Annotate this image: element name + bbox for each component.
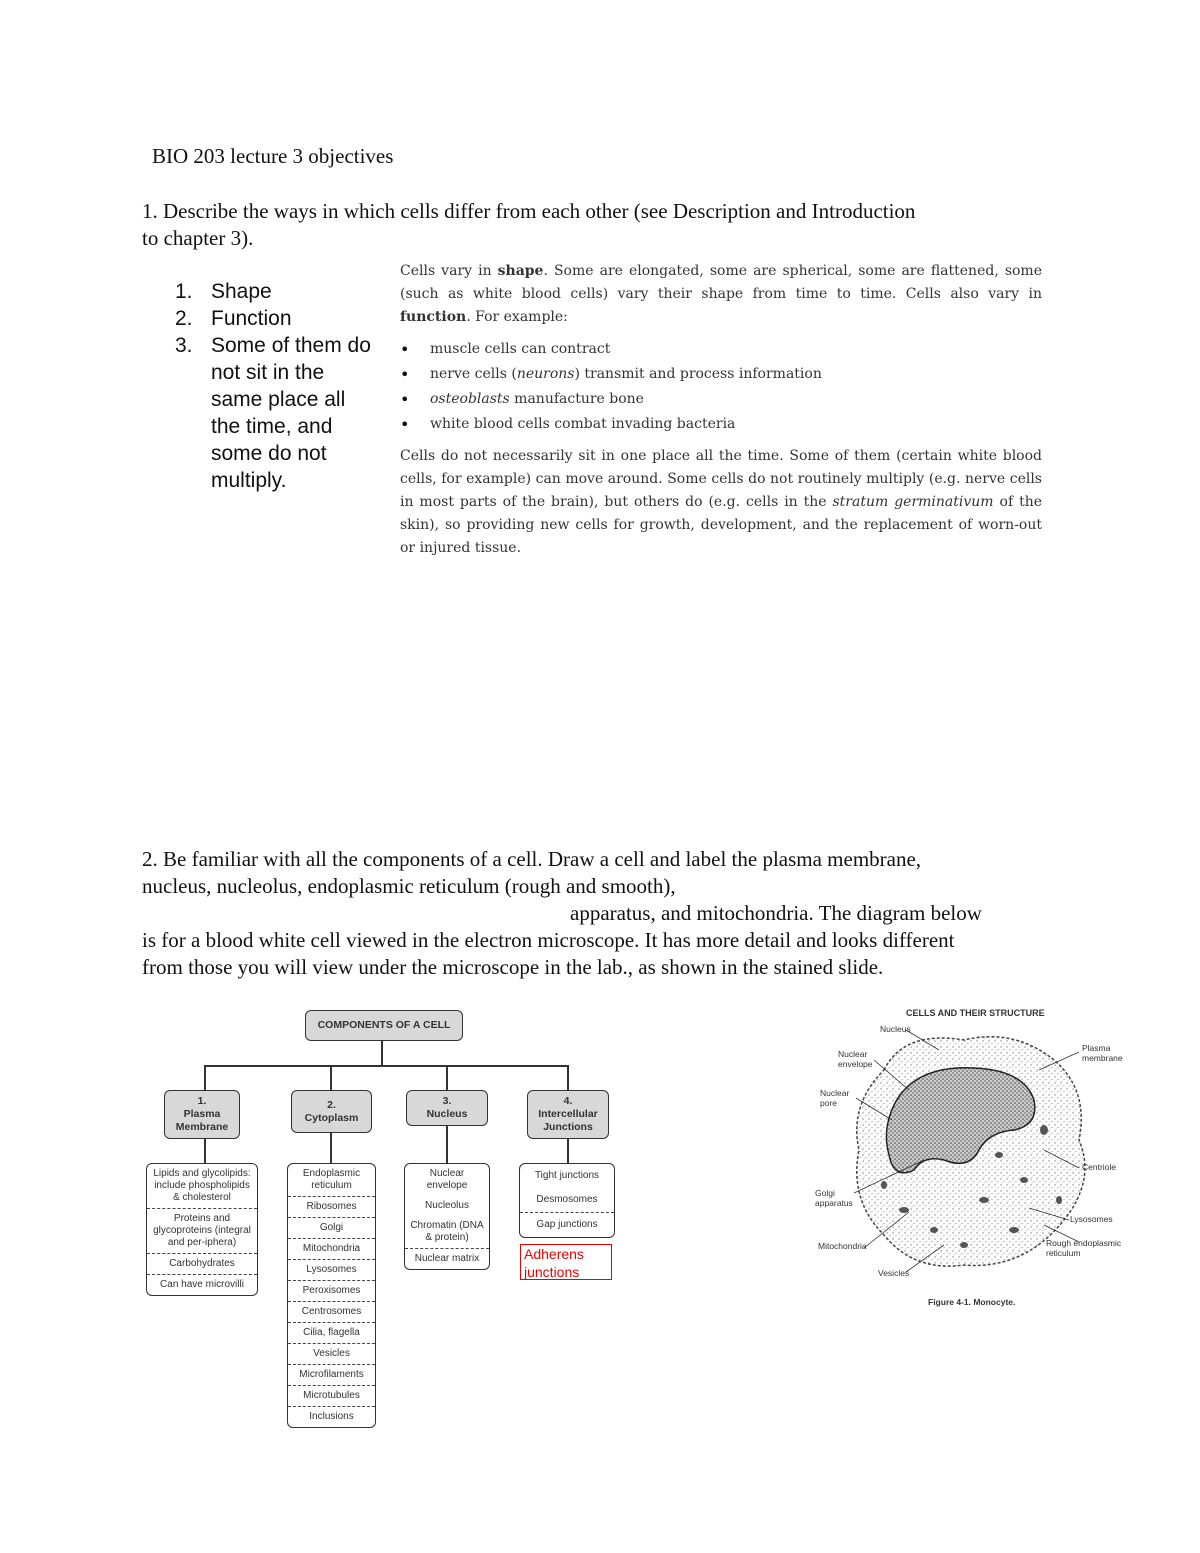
list-item: Mitochondria bbox=[288, 1239, 375, 1260]
list-item: Endoplasmic reticulum bbox=[288, 1164, 375, 1197]
list-item: • nerve cells (neurons) transmit and process information bbox=[430, 362, 1042, 387]
list-item: Can have microvilli bbox=[160, 1279, 244, 1290]
excerpt-paragraph-1: Cells vary in shape. Some are elongated, some are spherical, some are flattened, some (such as white blood cells) vary their shape from time to time. Cells also vary in function. For example: bbox=[400, 263, 1042, 325]
chart-header-intercellular-junctions: 4. Intercellular Junctions bbox=[527, 1090, 609, 1139]
list-item: Chromatin (DNA & protein) bbox=[405, 1216, 489, 1249]
list-item: 1. Shape bbox=[175, 280, 272, 303]
list-item: • muscle cells can contract bbox=[430, 337, 1042, 362]
label-nuclear-pore: Nuclear pore bbox=[820, 1088, 850, 1108]
label-golgi: Golgi apparatus bbox=[815, 1188, 853, 1208]
list-item: Proteins and glycoproteins (integral and per-iphera) bbox=[147, 1209, 257, 1254]
list-item: Microfilaments bbox=[288, 1365, 375, 1386]
list-item: • osteoblasts manufacture bone bbox=[430, 387, 1042, 412]
excerpt-paragraph-2: Cells do not necessarily sit in one place all the time. Some of them (certain white blood cells, for example) can move around. Some cells do not routinely multiply (e.g. nerve cells in most parts of the brain), but others do (e.g. cells in the stratum germinativum of the skin), so providing new cells for growth, development, and the replacement of worn-out or injured tissue. bbox=[400, 448, 1042, 556]
chart-list-plasma-membrane bbox=[146, 1163, 258, 1296]
list-item: Nuclear envelope bbox=[426, 1168, 468, 1191]
excerpt-bullets bbox=[400, 337, 1042, 437]
list-item: Microtubules bbox=[288, 1386, 375, 1407]
list-item: Desmosomes bbox=[520, 1188, 614, 1213]
list-item: Cilia, flagella bbox=[288, 1323, 375, 1344]
list-item: Centrosomes bbox=[288, 1302, 375, 1323]
list-item: Inclusions bbox=[309, 1411, 354, 1422]
objective-2: 2. Be familiar with all the components of a cell. Draw a cell and label the plasma membrane, nucleus, nucleolus, endoplasmic reticulum (rough and smooth), apparatus, and mitochondria. The diagram below is for a blood white cell viewed in the electron microscope. It has more detail and looks different from those you will view under the microscope in the lab., as shown in the stained slide. bbox=[142, 847, 982, 979]
list-item: Golgi bbox=[288, 1218, 375, 1239]
page-title: BIO 203 lecture 3 objectives bbox=[152, 144, 394, 168]
label-rough-er: Rough endoplasmic reticulum bbox=[1046, 1238, 1122, 1258]
chart-list-junctions bbox=[519, 1163, 615, 1238]
label-mitochondria: Mitochondria bbox=[818, 1241, 867, 1251]
answer-list bbox=[175, 278, 381, 494]
chart-header-nucleus: 3. Nucleus bbox=[406, 1090, 488, 1126]
list-item: Peroxisomes bbox=[288, 1281, 375, 1302]
list-item: Carbohydrates bbox=[147, 1254, 257, 1275]
label-nuclear-envelope: Nuclear envelope bbox=[838, 1049, 873, 1069]
list-item: Tight junctions bbox=[534, 1170, 600, 1181]
added-note-adherens-junctions: Adherens junctions bbox=[520, 1244, 612, 1280]
list-item: 3. Some of them do not sit in the same place all the time, and some do not multiply. bbox=[175, 334, 371, 492]
list-item: • white blood cells combat invading bacteria bbox=[430, 412, 1042, 437]
list-item: Nuclear matrix bbox=[414, 1253, 480, 1264]
label-nucleus: Nucleus bbox=[880, 1024, 911, 1034]
textbook-excerpt bbox=[400, 260, 1042, 568]
list-item: Ribosomes bbox=[288, 1197, 375, 1218]
label-vesicles: Vesicles bbox=[878, 1268, 910, 1278]
chart-list-nucleus bbox=[404, 1163, 490, 1270]
chart-root: COMPONENTS OF A CELL bbox=[305, 1010, 463, 1041]
list-item: Vesicles bbox=[288, 1344, 375, 1365]
chart-header-cytoplasm: 2. Cytoplasm bbox=[291, 1090, 372, 1133]
figure-heading: CELLS AND THEIR STRUCTURE bbox=[906, 1008, 1045, 1018]
list-item: Lysosomes bbox=[288, 1260, 375, 1281]
objective-1 bbox=[142, 198, 1022, 252]
label-plasma-membrane: Plasma membrane bbox=[1082, 1043, 1123, 1063]
chart-header-plasma-membrane: 1. Plasma Membrane bbox=[164, 1090, 240, 1139]
chart-list-cytoplasm bbox=[287, 1163, 376, 1428]
list-item: Gap junctions bbox=[536, 1219, 598, 1230]
list-item: Nucleolus bbox=[425, 1200, 469, 1211]
label-centriole: Centriole bbox=[1082, 1162, 1117, 1172]
figure-caption: Figure 4-1. Monocyte. bbox=[928, 1297, 1016, 1307]
list-item: 2. Function bbox=[175, 307, 292, 330]
objective-1-line1: 1. Describe the ways in which cells differ from each other (see Description and Introduction bbox=[142, 199, 916, 223]
list-item: Lipids and glycolipids: include phospholipids & cholesterol bbox=[147, 1164, 257, 1209]
objective-1-line2: to chapter 3). bbox=[142, 226, 254, 250]
label-lysosomes: Lysosomes bbox=[1070, 1214, 1113, 1224]
